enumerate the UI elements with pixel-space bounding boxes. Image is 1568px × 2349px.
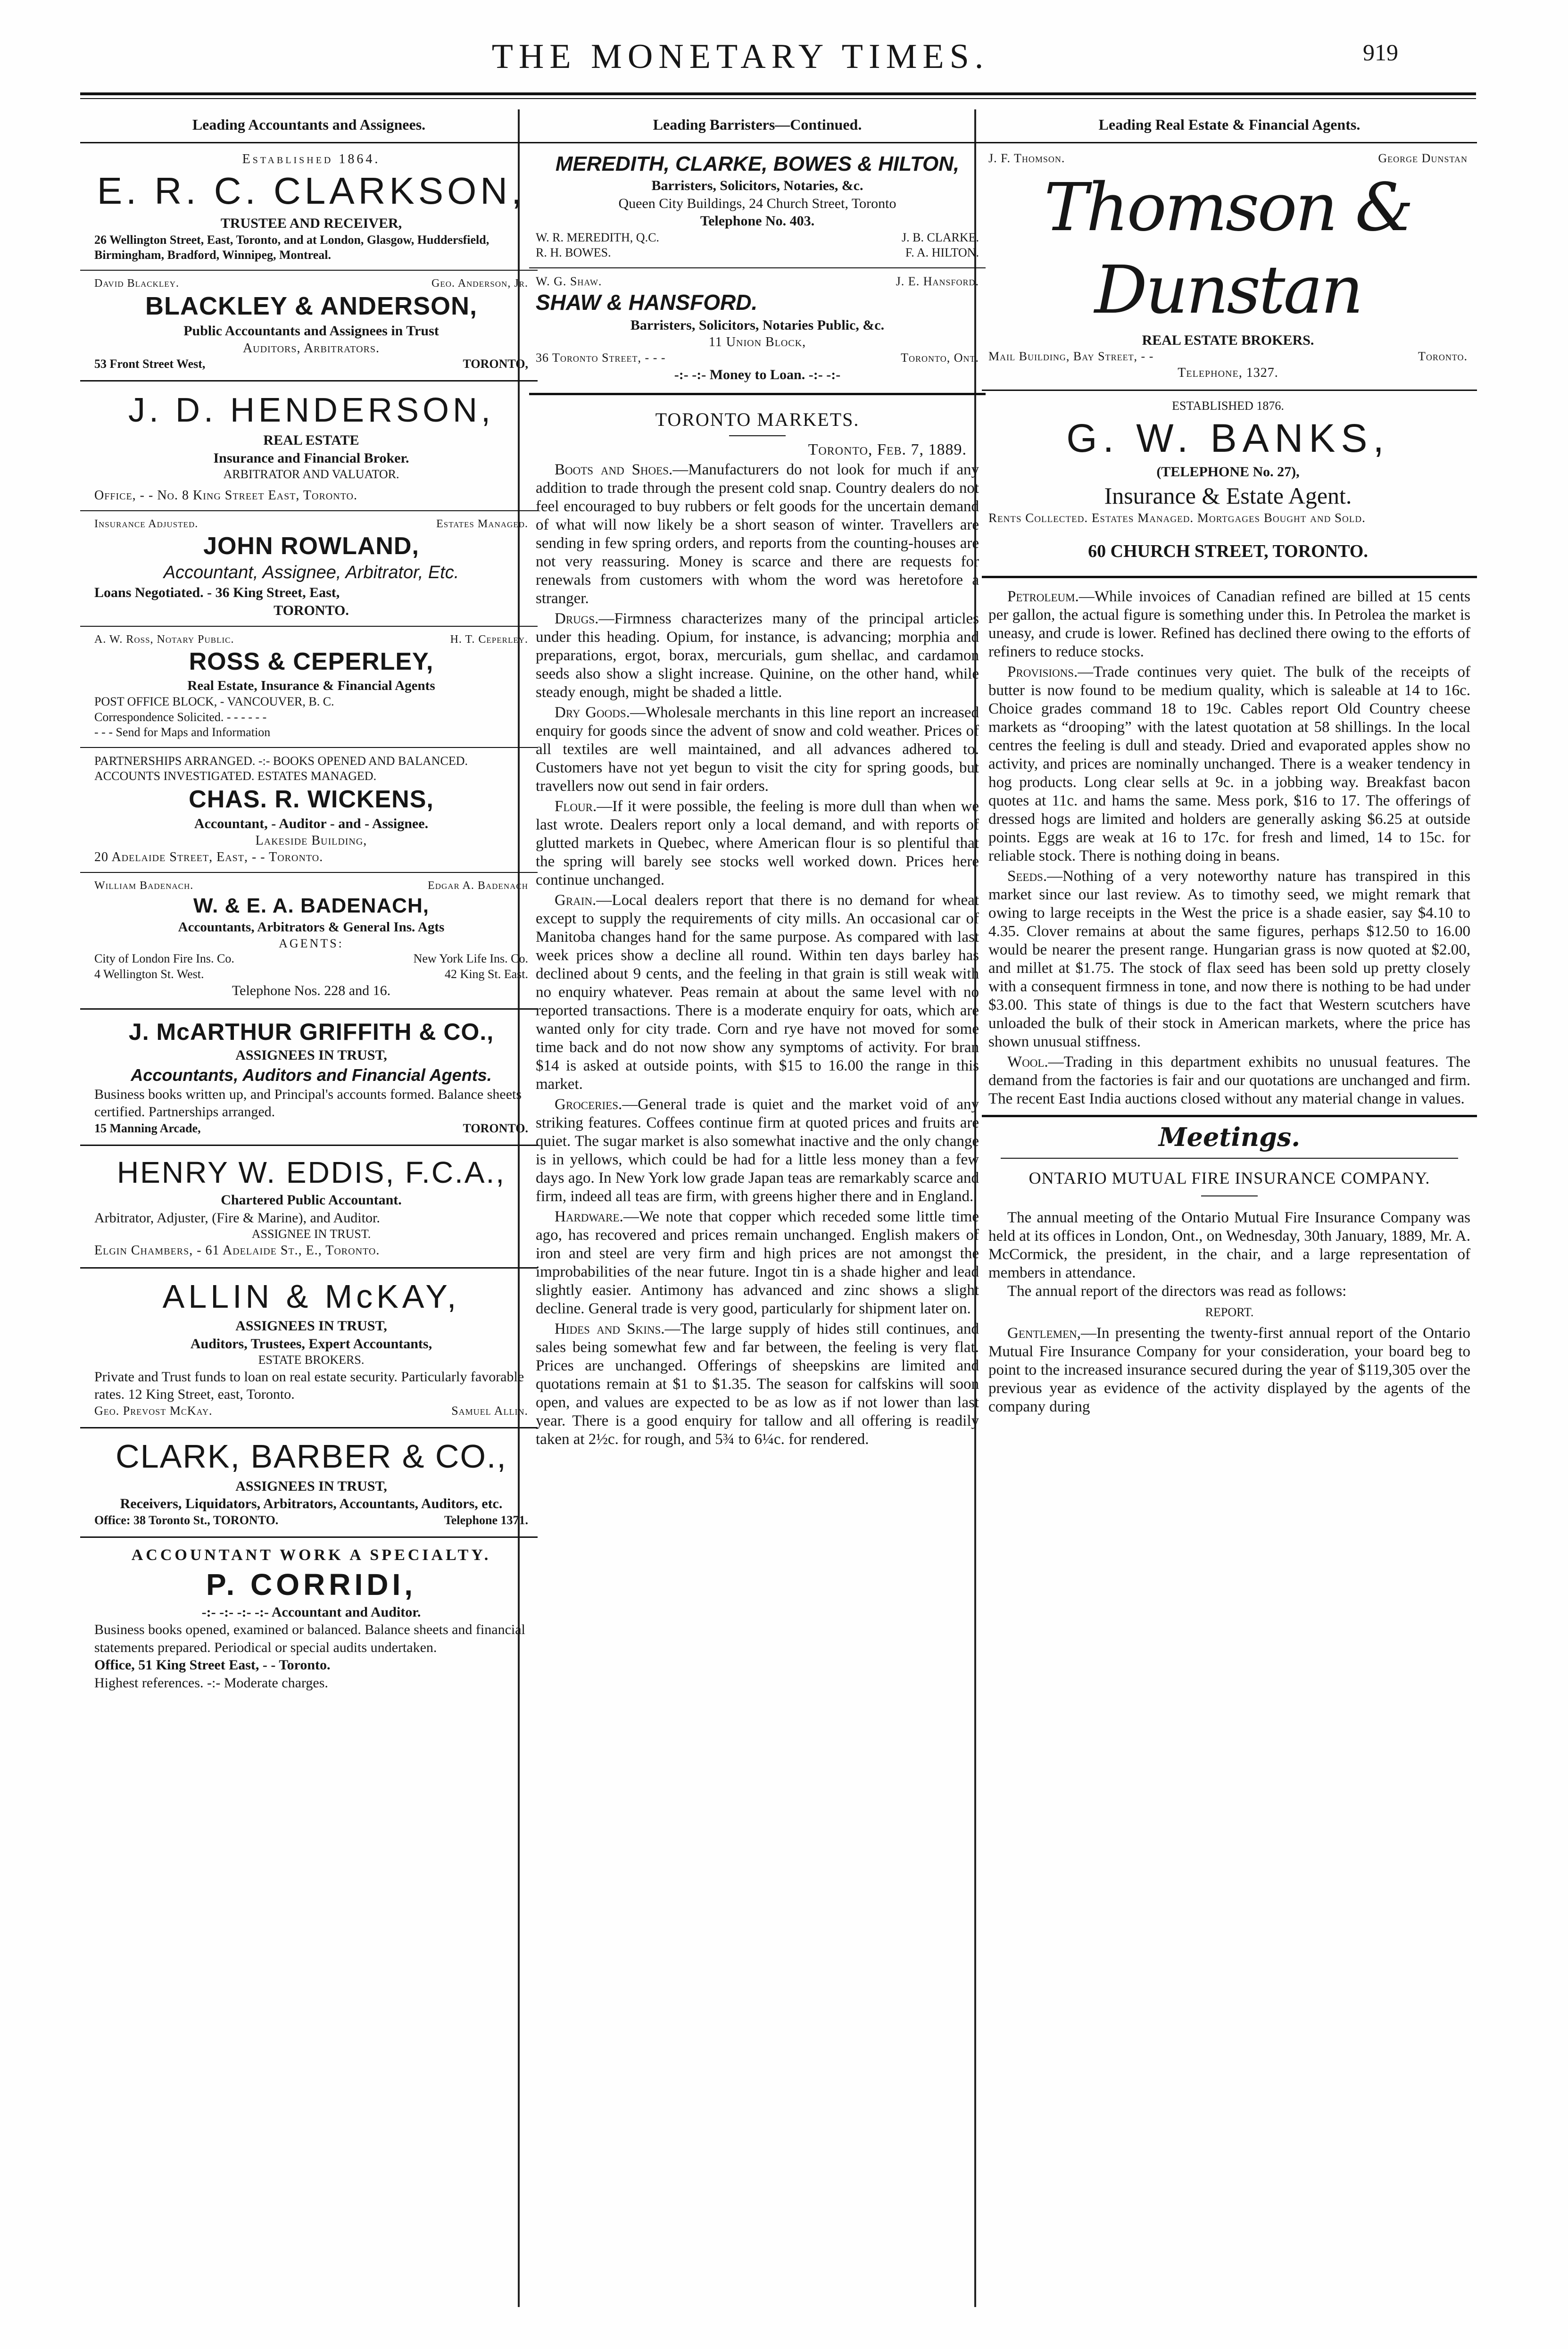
ad-line: Lakeside Building, (255, 833, 367, 848)
ad-name: BLACKLEY & ANDERSON, (145, 291, 478, 320)
ad-description: Insurance & Estate Agent. (1104, 482, 1352, 509)
ad-name: MEREDITH, CLARKE, BOWES & HILTON, (555, 152, 960, 175)
ad-badenach (80, 876, 538, 1003)
paragraph-lead: Seeds. (1007, 868, 1047, 885)
paragraph-lead: Gentlemen, (1007, 1325, 1081, 1342)
ad-line: ASSIGNEES IN TRUST, (235, 1318, 387, 1334)
ad-established: ESTABLISHED 1876. (1172, 398, 1284, 413)
ad-line: 11 Union Block, (708, 335, 806, 349)
ad-line: REAL ESTATE BROKERS. (1142, 332, 1314, 348)
ad-blackley-anderson (80, 274, 538, 376)
paragraph-text: —If it were possible, the feeling is more dull than when we last wrote. Dealers report only a local demand, and with reports of glutted markets in Quebec, where American flour is so plentiful that the spring will barely see stocks well worked down. Prices here continue unchanged. (536, 798, 979, 888)
ad-line: 4 Wellington St. West. (94, 967, 204, 981)
partner-name: Samuel Allin. (451, 1403, 528, 1418)
ad-line: Queen City Buildings, 24 Church Street, Toronto (618, 195, 896, 211)
partner-name: R. H. BOWES. (536, 246, 611, 259)
paragraph-text: —Local dealers report that there is no demand for wheat except to supply the requirements of city mills. An occasional car of Manitoba changes hand for the same purpose. As compared with last week prices show a decline all round. Within ten days barley has declined about 9 cents, and the feeling in that grain is still weak with no enquiry whatever. Peas remain at about the same level with no reported transactions. There is a moderate enquiry for oats, which are wanted only for city trade. Corn and rye have not moved for some time back and do not now show any symptoms of activity. For bran $14 is asked at outside points, with $15 to 16.00 the range in this market. (536, 892, 979, 1093)
paragraph-text: —In presenting the twenty-first annual report of the Ontario Mutual Fire Insurance Company for your consideration, your board beg to point to the increased insurance secured during the year of $119,305 over the previous year as evidence of the activity displayed by the agents of the company during (988, 1325, 1470, 1416)
market-paragraph (529, 797, 986, 889)
ad-tag: Insurance Adjusted. (94, 517, 199, 530)
masthead-title: THE MONETARY TIMES. (491, 37, 989, 76)
ad-body: Business books opened, examined or balanced. Balance sheets and financial statements prepared. Periodical or special audits undertaken. (94, 1622, 525, 1655)
partner-name: Edgar A. Badenach (428, 880, 528, 892)
ad-address: Office: 38 Toronto St., TORONTO. (94, 1513, 279, 1527)
ad-description: Public Accountants and Assignees in Trust (183, 323, 439, 339)
market-paragraph (529, 610, 986, 702)
ad-line: Telephone Nos. 228 and 16. (232, 983, 391, 998)
ad-name: P. CORRIDI, (206, 1567, 416, 1602)
ad-name: ROSS & CEPERLEY, (189, 648, 434, 675)
partner-name: George Dunstan (1378, 151, 1468, 165)
ad-address: 60 CHURCH STREET, TORONTO. (1088, 541, 1368, 561)
ad-name: E. R. C. CLARKSON, (97, 170, 526, 212)
partner-name: William Badenach. (94, 880, 194, 892)
ad-city: TORONTO. (463, 1121, 528, 1135)
ad-telephone: Telephone, 1327. (1178, 365, 1278, 380)
paragraph-text: —The large supply of hides still continues, and sales being somewhat few and far between, the feeling is very flat. Prices are unchanged. Offerings of sheepskins are limited and quotations remain at $1 to $1.35. The season for calfskins will soon open, and values are expected to be as low as if not lower than last year. There is a good enquiry for tallow and all offering is readily taken at 2½c. for rough, and 5¾ to 6¼c. for rendered. (536, 1320, 979, 1448)
market-paragraph (529, 461, 986, 608)
ad-line: Correspondence Solicited. - - - - - - (94, 710, 267, 724)
ad-address: Office, - - No. 8 King Street East, Toronto. (94, 488, 357, 503)
ad-ross-ceperley (80, 630, 538, 744)
paragraph-text: —Manufacturers do not look for much if any addition to trade through the present cold snap. Country dealers do not feel encouraged to buy rubbers or felt goods for the uncertain demand of what will now likely be a short season of winter. Travellers are sending in few spring orders, and reports from the counting-houses are not very reassuring. Money is scarce and there are requests for renewals from customers with whom the word was heretofore a stranger. (536, 461, 979, 607)
column-accountants (80, 112, 538, 1695)
ad-name: CLARK, BARBER & CO., (116, 1438, 507, 1475)
ad-line: ARBITRATOR AND VALUATOR. (223, 467, 399, 481)
ad-line: City of London Fire Ins. Co. (94, 952, 234, 965)
partner-name: Geo. Anderson, Jr. (431, 277, 528, 290)
paragraph-lead: Provisions. (1007, 664, 1078, 681)
ad-line: Barristers, Solicitors, Notaries, &c. (651, 178, 863, 193)
section-heading: Leading Accountants and Assignees. (192, 116, 426, 133)
paragraph-lead: Wool. (1007, 1054, 1048, 1071)
ad-name: HENRY W. EDDIS, F.C.A., (116, 1155, 506, 1189)
market-paragraph (982, 588, 1477, 661)
ad-line: ASSIGNEE IN TRUST. (251, 1227, 371, 1241)
market-report-continued (982, 583, 1477, 1108)
ad-line: Rents Collected. Estates Managed. Mortgages Bought and Sold. (988, 511, 1366, 525)
partner-name: David Blackley. (94, 277, 179, 290)
ad-line: AGENTS: (279, 936, 344, 950)
ad-line: Insurance and Financial Broker. (213, 450, 409, 466)
market-paragraph (529, 1320, 986, 1449)
paragraph-lead: Grain. (555, 892, 597, 909)
partner-name: W. R. MEREDITH, Q.C. (536, 230, 659, 244)
ad-corridi (80, 1543, 538, 1695)
ad-line: Auditors, Arbitrators. (242, 340, 380, 356)
ad-description: Accountant, - Auditor - and - Assignee. (194, 815, 429, 831)
ad-line: REAL ESTATE (263, 432, 359, 448)
market-paragraph (529, 891, 986, 1094)
ad-city: Toronto. (1418, 349, 1468, 363)
header-rule (80, 92, 1476, 95)
paragraph-lead: Petroleum. (1007, 588, 1079, 606)
signature-logo: Thomson & Dunstan (1044, 169, 1412, 329)
ad-line: Highest references. -:- Moderate charges. (94, 1675, 328, 1691)
ad-line: - - - Send for Maps and Information (94, 725, 271, 739)
ad-title: TRUSTEE AND RECEIVER, (220, 216, 402, 231)
paragraph-lead: Hides and Skins. (555, 1320, 665, 1337)
partner-name: J. E. Hansford. (896, 274, 979, 288)
ad-city: TORONTO. (274, 602, 349, 618)
ad-shaw-hansford (529, 271, 986, 388)
ad-line: ASSIGNEES IN TRUST, (235, 1047, 387, 1063)
ad-thomson-dunstan (982, 148, 1477, 385)
page-header (0, 37, 1568, 84)
ad-name: JOHN ROWLAND, (203, 532, 419, 560)
paragraph-text: —Firmness characterizes many of the principal articles under this heading. Opium, for instance, is advancing; morphia and preparations, ergot, borax, mercurials, gum shellac, and cardamon seeds also show a slight increase. Quinine, on the other hand, while steady enough, might be shaded a little. (536, 610, 979, 701)
ad-line: -:- -:- -:- -:- Accountant and Auditor. (201, 1604, 421, 1620)
ad-tag: Estates Managed. (436, 517, 528, 530)
partner-name: H. T. Ceperley. (450, 633, 528, 646)
paragraph-lead: Dry Goods. (555, 704, 630, 721)
ad-line: ACCOUNTANT WORK A SPECIALTY. (131, 1546, 491, 1564)
partner-name: A. W. Ross, Notary Public. (94, 633, 234, 646)
ad-allin-mckay (80, 1273, 538, 1423)
ad-address: 26 Wellington Street, East, Toronto, and at London, Glasgow, Huddersfield, Birmingham, Bradford, Winnipeg, Montreal. (94, 232, 489, 262)
ad-description: Real Estate, Insurance & Financial Agents (187, 678, 435, 693)
ad-name: ALLIN & McKAY, (162, 1278, 460, 1315)
ad-line: Arbitrator, Adjuster, (Fire & Marine), and Auditor. (94, 1210, 380, 1226)
ad-line: ESTATE BROKERS. (258, 1353, 365, 1367)
section-heading: Leading Barristers—Continued. (653, 116, 862, 133)
paragraph-text: —We note that copper which receded some little time ago, has recovered and prices remain unchanged. English makers of iron and steel are very firm and high prices are not amongst the improbabilities of the near future. Ingot tin is a shade higher and lead slightly easier. Antimony has advanced and zinc shows a slight decline. General trade is very good, particularly for shipment later on. (536, 1208, 979, 1317)
market-paragraph (982, 663, 1477, 865)
paragraph: The annual meeting of the Ontario Mutual Fire Insurance Company was held at its offices in London, Ont., on Wednesday, 30th January, 1889, Mr. A. McCormick, the president, in the chair, and a large representation of members in attendance. (988, 1209, 1470, 1282)
article-title: TORONTO MARKETS. (655, 409, 860, 430)
report-heading: REPORT. (1205, 1305, 1254, 1320)
ad-banks (982, 396, 1477, 567)
ad-name: J. McARTHUR GRIFFITH & CO., (128, 1018, 494, 1045)
ad-established: Established 1864. (242, 152, 381, 166)
section-heading: Leading Real Estate & Financial Agents. (1098, 116, 1361, 133)
ad-line: PARTNERSHIPS ARRANGED. -:- BOOKS OPENED AND BALANCED. ACCOUNTS INVESTIGATED. ESTATES MANAGED. (94, 754, 468, 783)
ad-wickens (80, 751, 538, 870)
ad-line: Chartered Public Accountant. (221, 1192, 402, 1208)
ad-rowland (80, 514, 538, 623)
section-heading-meetings: Meetings. (1158, 1122, 1301, 1153)
ad-line: ASSIGNEES IN TRUST, (235, 1478, 387, 1494)
ad-city: TORONTO, (463, 357, 528, 371)
paragraph-lead: Groceries. (555, 1096, 622, 1113)
ad-name: SHAW & HANSFORD. (536, 290, 758, 315)
ad-name: CHAS. R. WICKENS, (189, 785, 434, 813)
partner-name: Geo. Prevost McKay. (94, 1403, 213, 1418)
paragraph-text: —While invoices of Canadian refined are billed at 15 cents per gallon, the actual figure is something under this. In Petrolea the market is uneasy, and crude is lower. Refined has declined there owing to the efforts of refiners to reduce stocks. (988, 588, 1470, 661)
ad-body: Private and Trust funds to loan on real estate security. Particularly favorable rates. 12 King Street, east, Toronto. (94, 1369, 524, 1402)
ad-line: -:- -:- Money to Loan. -:- -:- (674, 366, 841, 382)
paragraph: The annual report of the directors was read as follows: (1007, 1283, 1347, 1300)
header-rule-thin (80, 98, 1476, 99)
ad-address: Elgin Chambers, - 61 Adelaide St., E., Toronto. (94, 1243, 380, 1258)
ad-line: Receivers, Liquidators, Arbitrators, Accountants, Auditors, etc. (120, 1496, 503, 1511)
paragraph-lead: Flour. (555, 798, 597, 815)
dateline: Toronto, Feb. 7, 1889. (808, 441, 967, 458)
market-paragraph (529, 704, 986, 796)
paragraph-text: —General trade is quiet and the market void of any striking features. Coffees continue firm at quoted prices and fruits are quiet. The sugar market is also somewhat inactive and the only change is in yellows, which could be had for a little less money than a few days ago. In New York low grade Japan teas are remarkably scarce and firm, indeed all teas are firm, with greens higher there and in England. (536, 1096, 979, 1205)
ad-address: Loans Negotiated. - 36 King Street, East, (94, 585, 340, 600)
paragraph-lead: Hardware. (555, 1208, 623, 1225)
paragraph-text: —Nothing of a very noteworthy nature has transpired in this market since our last review. As to timothy seed, we might remark that owing to large receipts in the West the price is a shade easier, say $4.10 to 4.35. Clover remains at about the same figures, perhaps $12.50 to 16.00 would be nearer the present range. Hungarian grass is now quoted at $2.00, and millet at $1.75. The stock of flax seed has been sold up pretty closely with a consequent firmness in tone, and now there is nothing to be had under $3.00. This state of things is due to the fact that Western scutchers have unloaded the bulk of their stock in American markets, where the price has shown unusual stiffness. (988, 868, 1470, 1051)
partner-name: W. G. Shaw. (536, 274, 602, 288)
ad-address: Mail Building, Bay Street, - - (988, 349, 1154, 363)
column-barristers-markets (529, 112, 986, 1451)
paragraph-text: —Trade continues very quiet. The bulk of the receipts of butter is now found to be medium quality, which is saleable at 14 to 16c. Choice grades command 18 to 19c. Cables report Old Country cheese markets as “drooping” with the latest quotation at 58 shillings. In the local centres the feeling is dull and steady. Dried and evaporated apples show no activity, and prices are nominally unchanged. There is a weaker tendency in hog products. Long clear sells at 9c. in a jobbing way. Breakfast bacon quotes at 11c. and hams the same. Mess pork, $16 to 17. The offerings of dressed hogs are limited and holders are generally asking $6.25 at outside points. Eggs are weak at 16 to 17c. for fresh and limed, 14 to 15c. for reliable stock. There is nothing doing in beans. (988, 664, 1470, 865)
ad-meredith (529, 148, 986, 265)
ad-line: POST OFFICE BLOCK, - VANCOUVER, B. C. (94, 695, 334, 709)
ad-description: Accountant, Assignee, Arbitrator, Etc. (163, 562, 459, 582)
paragraph-text: —Wholesale merchants in this line report an increased enquiry for goods since the advent of snow and cold weather. Prices of all textiles are well maintained, and all advances adhered to. Customers have not yet begun to visit the city for spring goods, but travellers now out send in fair orders. (536, 704, 979, 795)
paragraph-lead: Drugs. (555, 610, 599, 627)
ad-telephone: Telephone 1371. (444, 1513, 528, 1527)
ad-description: Accountants, Arbitrators & General Ins. Agts (178, 920, 445, 935)
market-paragraph (529, 1096, 986, 1206)
ad-henderson (80, 386, 538, 507)
ad-address: Office, 51 King Street East, - - Toronto. (94, 1657, 331, 1673)
ad-clarkson (80, 148, 538, 267)
ad-line: New York Life Ins. Co. (413, 952, 528, 965)
page-number: 919 (1363, 39, 1398, 66)
partner-name: J. F. Thomson. (988, 151, 1065, 165)
ad-address: 53 Front Street West, (94, 357, 206, 371)
ad-city: Toronto, Ont. (901, 351, 979, 365)
article-title: ONTARIO MUTUAL FIRE INSURANCE COMPANY. (1029, 1169, 1430, 1188)
ad-line: 42 King St. East. (445, 967, 528, 981)
paragraph (982, 1324, 1477, 1416)
partner-name: F. A. HILTON. (905, 246, 979, 259)
ad-address: 20 Adelaide Street, East, - - Toronto. (94, 850, 324, 865)
ad-line: Telephone No. 403. (700, 213, 815, 229)
ad-line: Auditors, Trustees, Expert Accountants, (190, 1336, 432, 1352)
paragraph-lead: Boots and Shoes. (555, 461, 673, 478)
column-real-estate (982, 112, 1477, 1416)
ad-name: J. D. HENDERSON, (128, 391, 495, 429)
ad-address: 15 Manning Arcade, (94, 1121, 201, 1135)
market-report (529, 461, 986, 1449)
ad-address: 36 Toronto Street, - - - (536, 351, 666, 365)
partner-name: J. B. CLARKE. (902, 230, 979, 244)
ad-name: G. W. BANKS, (1066, 416, 1390, 460)
ad-griffith (80, 1014, 538, 1140)
paragraph-text: —Trading in this department exhibits no unusual features. The demand from the factories is fair and our quotations are unchanged and firm. The recent East India auctions closed without any material change in values. (988, 1054, 1470, 1108)
market-paragraph (982, 1053, 1477, 1108)
ad-line: Barristers, Solicitors, Notaries Public, &c. (630, 317, 885, 333)
ad-body: Business books written up, and Principal's accounts formed. Balance sheets certified. Partnerships arranged. (94, 1086, 522, 1120)
market-paragraph (982, 867, 1477, 1051)
ad-eddis (80, 1151, 538, 1262)
ad-telephone: (TELEPHONE No. 27), (1156, 464, 1300, 480)
ad-description: Accountants, Auditors and Financial Agents. (131, 1065, 492, 1085)
market-paragraph (529, 1208, 986, 1318)
ad-name: W. & E. A. BADENACH, (193, 894, 429, 918)
ad-clark-barber (80, 1433, 538, 1532)
